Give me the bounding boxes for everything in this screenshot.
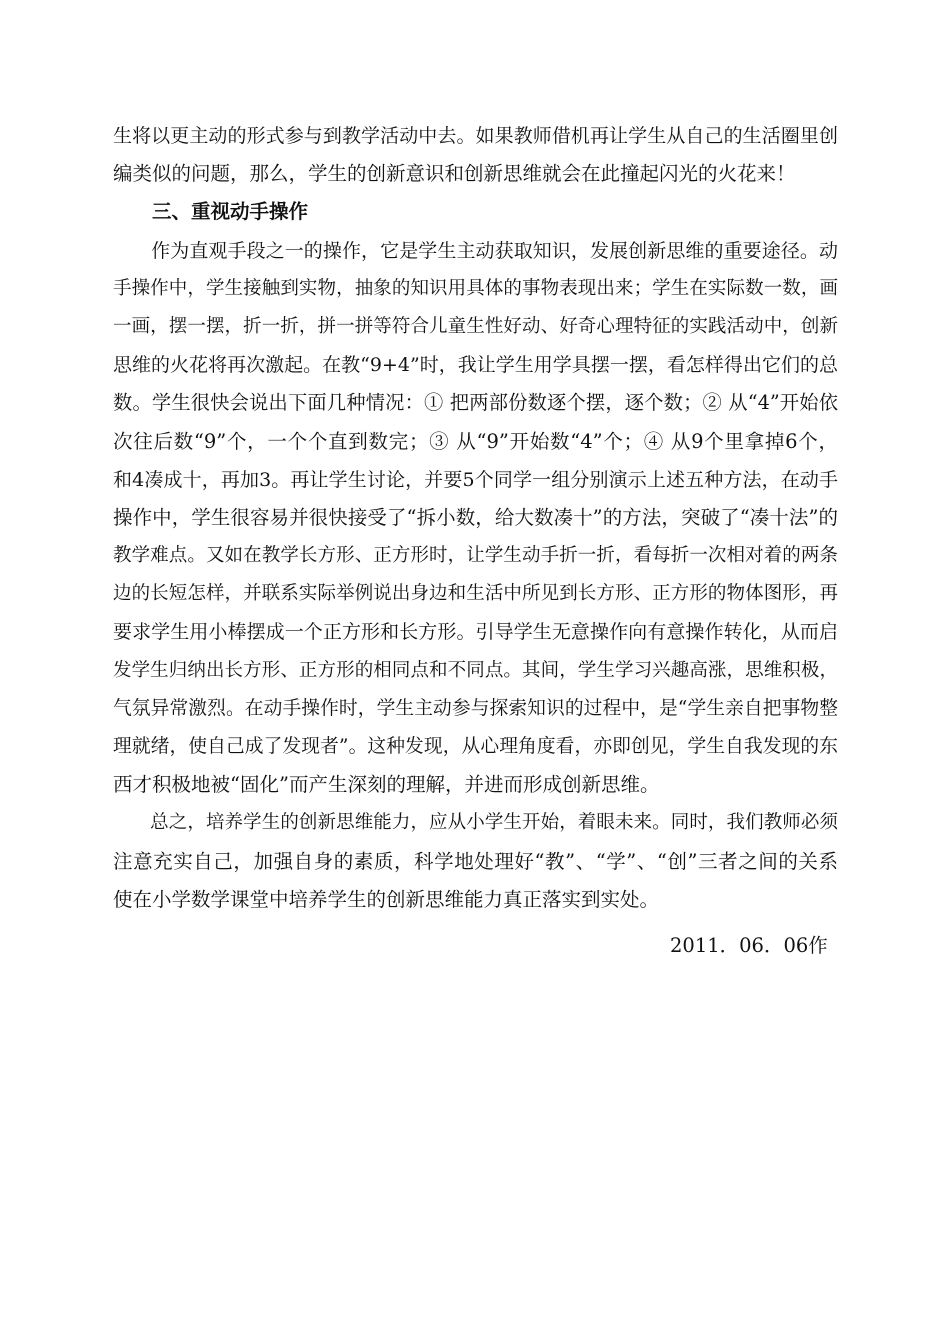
paragraph-2-line-4: 思维的火花将再次激起。在教“9+4”时，我让学生用学具摆一摆，看怎样得出它们的总 [113, 354, 838, 376]
paragraph-2-line-11: 要求学生用小棒摆成一个正方形和长方形。引导学生无意操作向有意操作转化，从而启 [113, 621, 838, 643]
paragraph-3-line-1: 总之，培养学生的创新思维能力，应从小学生开始，着眼未来。同时，我们教师必须 [113, 812, 838, 833]
paragraph-2-line-10: 边的长短怎样，并联系实际举例说出身边和生活中所见到长方形、正方形的物体图形，再 [113, 583, 838, 604]
paragraph-2-line-2: 手操作中，学生接触到实物，抽象的知识用具体的事物表现出来；学生在实际数一数，画 [113, 278, 838, 299]
paragraph-3-line-3: 使在小学数学课堂中培养学生的创新思维能力真正落实到实处。 [113, 888, 660, 911]
paragraph-2-line-8: 操作中，学生很容易并很快接受了“拆小数，给大数凑十”的方法，突破了“凑十法”的 [113, 506, 838, 529]
paragraph-2-line-12: 发学生归纳出长方形、正方形的相同点和不同点。其间，学生学习兴趣高涨，思维积极， [113, 660, 838, 681]
paragraph-2-line-9: 教学难点。又如在教学长方形、正方形时，让学生动手折一折，看每折一次相对着的两条 [113, 545, 838, 566]
paragraph-1-line-2: 编类似的问题，那么，学生的创新意识和创新思维就会在此撞起闪光的火花来！ [113, 162, 796, 185]
paragraph-2-line-15: 西才积极地被“固化”而产生深刻的理解，并进而形成创新思维。 [113, 773, 660, 796]
paragraph-3-line-2: 注意充实自己，加强自身的素质，科学地处理好“教”、“学”、“创”三者之间的关系 [113, 850, 838, 873]
section-heading: 三、重视动手操作 [152, 200, 309, 223]
paragraph-2-line-1: 作为直观手段之一的操作，它是学生主动获取知识，发展创新思维的重要途径。动 [113, 240, 838, 262]
paragraph-2-line-13: 气氛异常激烈。在动手操作时，学生主动参与探索知识的过程中，是“学生亲自把事物整 [113, 698, 838, 719]
paragraph-2-line-7: 和4凑成十，再加3。再让学生讨论，并要5个同学一组分别演示上述五种方法，在动手 [113, 469, 838, 491]
paragraph-2-line-6: 次往后数“9”个，一个个直到数完；③ 从“9”开始数“4”个；④ 从9个里拿掉6个， [113, 430, 838, 453]
paragraph-2-line-3: 一画，摆一摆，折一折，拼一拼等符合儿童生性好动、好奇心理特征的实践活动中，创新 [113, 316, 838, 337]
paragraph-2-line-14: 理就绪，使自己成了发现者”。这种发现，从心理角度看，亦即创见，学生自我发现的东 [113, 736, 838, 757]
date-signature: 2011．06．06作 [670, 934, 828, 957]
paragraph-2-line-5: 数。学生很快会说出下面几种情况：① 把两部份数逐个摆，逐个数；② 从“4”开始依 [113, 391, 838, 414]
paragraph-1-line-1: 生将以更主动的形式参与到教学活动中去。如果教师借机再让学生从自己的生活圈里创 [113, 125, 838, 147]
